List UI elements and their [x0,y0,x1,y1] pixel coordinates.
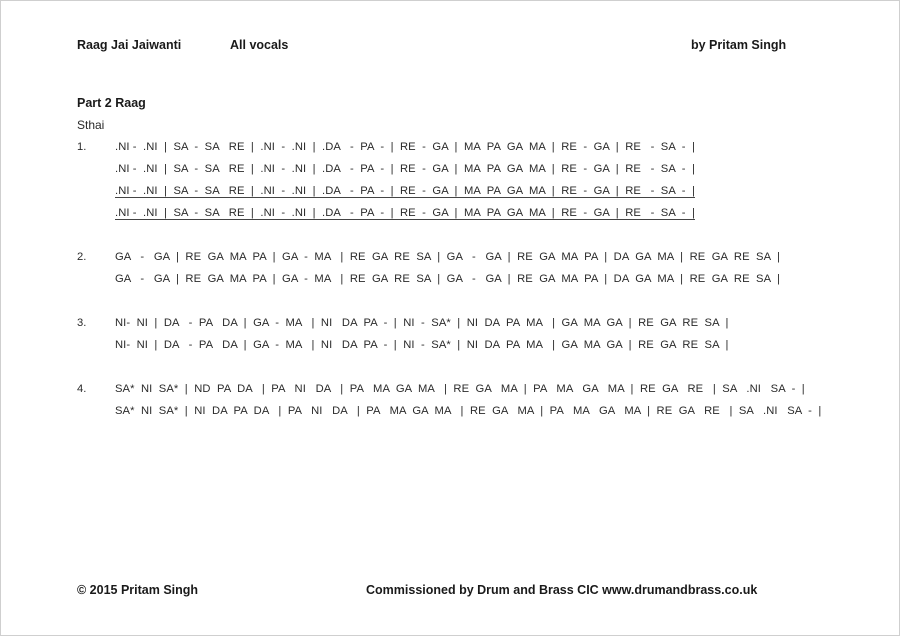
phrase-number: 4. [77,383,87,395]
section-subheading: Sthai [77,118,105,132]
notation-line: GA - GA | RE GA MA PA | GA - MA | RE GA RE SA | GA - GA | RE GA MA PA | DA GA MA | RE GA RE SA | [115,273,780,285]
notation-line-underlined: .NI - .NI | SA - SA RE | .NI - .NI | .DA - PA - | RE - GA | MA PA GA MA | RE - GA | RE - SA - | [115,207,695,219]
section-heading: Part 2 Raag [77,96,146,110]
document-title: Raag Jai Jaiwanti [77,38,182,52]
footer-copyright: © 2015 Pritam Singh [77,583,199,597]
notation-line: NI- NI | DA - PA DA | GA - MA | NI DA PA - | NI - SA* | NI DA PA MA | GA MA GA | RE GA RE SA | [115,317,729,329]
notation-line: .NI - .NI | SA - SA RE | .NI - .NI | .DA - PA - | RE - GA | MA PA GA MA | RE - GA | RE - SA - | [115,163,695,175]
notation-line: GA - GA | RE GA MA PA | GA - MA | RE GA RE SA | GA - GA | RE GA MA PA | DA GA MA | RE GA RE SA | [115,251,780,263]
phrase-number: 1. [77,141,87,153]
phrase-number: 2. [77,251,87,263]
notation-line-underlined: .NI - .NI | SA - SA RE | .NI - .NI | .DA - PA - | RE - GA | MA PA GA MA | RE - GA | RE - SA - | [115,185,695,197]
phrase-number: 3. [77,317,87,329]
footer-credit: Commissioned by Drum and Brass CIC www.drumandbrass.co.uk [366,583,758,597]
notation-line: SA* NI SA* | NI DA PA DA | PA NI DA | PA MA GA MA | RE GA MA | PA MA GA MA | RE GA RE | SA .NI SA - | [115,405,822,417]
notation-line: SA* NI SA* | ND PA DA | PA NI DA | PA MA GA MA | RE GA MA | PA MA GA MA | RE GA RE | SA .NI SA - | [115,383,805,395]
author: by Pritam Singh [691,38,787,52]
notation-line: .NI - .NI | SA - SA RE | .NI - .NI | .DA - PA - | RE - GA | MA PA GA MA | RE - GA | RE - SA - | [115,141,695,153]
document-subtitle: All vocals [230,38,289,52]
notation-line: NI- NI | DA - PA DA | GA - MA | NI DA PA - | NI - SA* | NI DA PA MA | GA MA GA | RE GA RE SA | [115,339,729,351]
